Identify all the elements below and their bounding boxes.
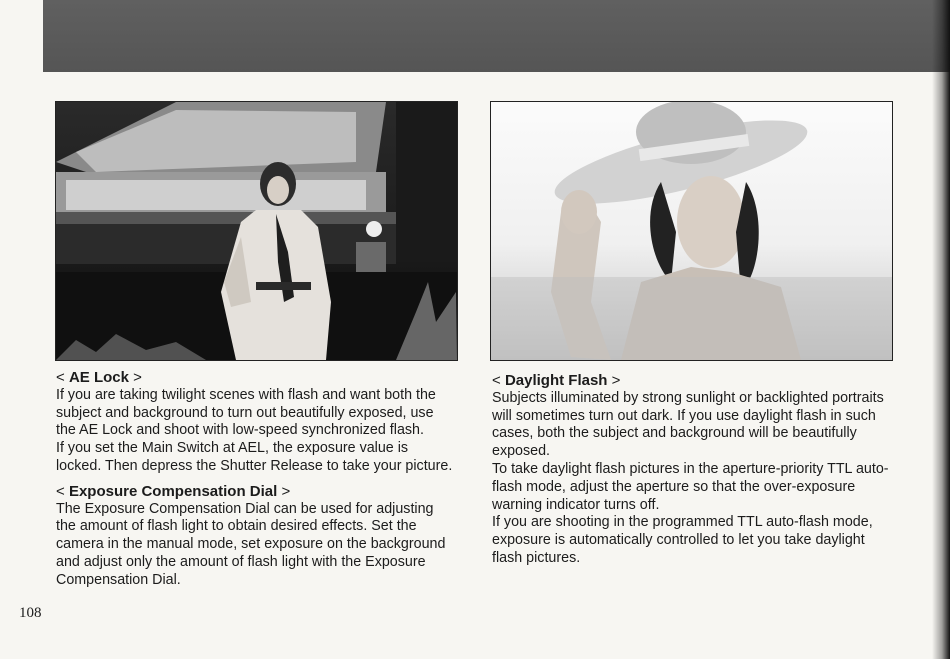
paragraph: If you set the Main Switch at AEL, the exposure value is locked. Then depress the Shutter Release to take your picture. <box>56 440 453 474</box>
book-spine-shadow <box>932 0 950 659</box>
left-text-column <box>56 369 456 590</box>
section-heading: < AE Lock > <box>56 369 142 386</box>
daylight-photo-illustration <box>491 102 892 360</box>
paragraph: To take daylight flash pictures in the aperture-priority TTL auto-flash mode, adjust the aperture so that the over-exposure warning indicator turns off. <box>492 460 889 513</box>
paragraph: If you are shooting in the programmed TTL auto-flash mode, exposure is automatically controlled to let you take daylight flash pictures. <box>492 514 873 566</box>
section-heading: < Daylight Flash > <box>492 372 621 389</box>
page-number: 108 <box>19 605 42 621</box>
paragraph: If you are taking twilight scenes with flash and want both the subject and background to turn out beautifully exposed, use the AE Lock and shoot with low-speed synchronized flash. <box>56 386 436 439</box>
twilight-photo-illustration <box>56 102 457 360</box>
paragraph: Subjects illuminated by strong sunlight or backlighted portraits will sometimes turn out dark. If you use daylight flash in such cases, both the subject and background will be beautifully exposed. <box>492 389 884 460</box>
section-heading: < Exposure Compensation Dial > <box>56 482 291 500</box>
daylight-photo <box>490 101 893 361</box>
right-text-column <box>492 372 892 568</box>
page-header-band <box>43 0 950 72</box>
paragraph: The Exposure Compensation Dial can be used for adjusting the amount of flash light to obtain desired effects. Set the camera in the manual mode, set exposure on the background and adjust only the amount of flash light with the Exposure Compensation Dial. <box>56 500 446 588</box>
twilight-photo <box>55 101 458 361</box>
